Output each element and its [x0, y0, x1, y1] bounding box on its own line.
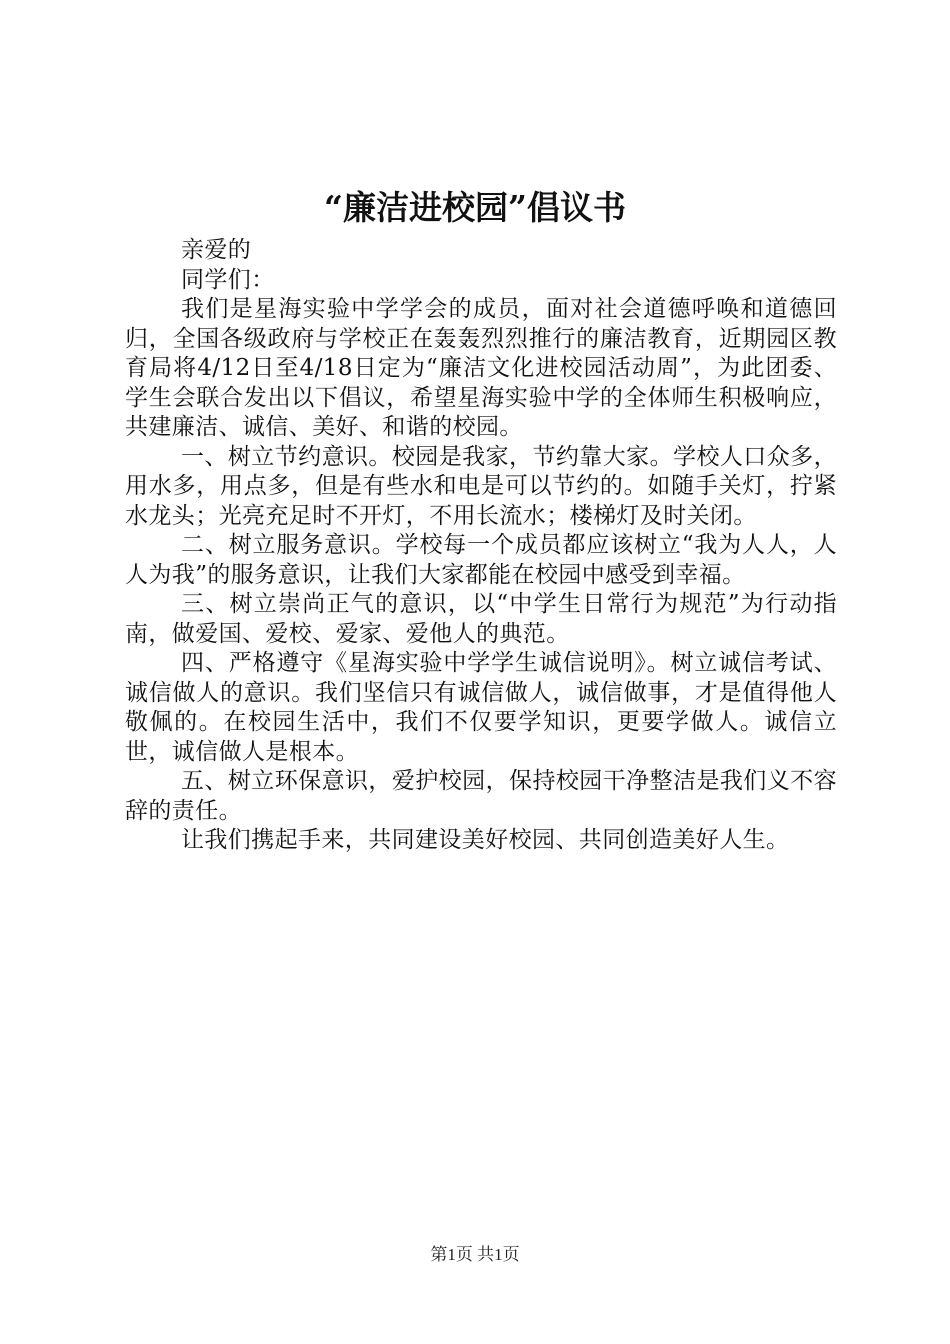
page-footer: 第1页 共1页 [430, 1245, 520, 1264]
paragraph-item-3: 三、树立崇尚正气的意识，以“中学生日常行为规范”为行动指南，做爱国、爱校、爱家、爱他人的典范。 [125, 591, 837, 647]
paragraph-intro: 我们是星海实验中学学会的成员，面对社会道德呼唤和道德回归，全国各级政府与学校正在轰轰烈烈推行的廉洁教育，近期园区教育局将4/12日至4/18日定为“廉洁文化进校园活动周”，为此团委、学生会联合发出以下倡议，希望星海实验中学的全体师生积极响应，共建廉洁、诚信、美好、和谐的校园。 [125, 296, 837, 440]
paragraph-item-1: 一、树立节约意识。校园是我家，节约靠大家。学校人口众多，用水多，用点多，但是有些水和电是可以节约的。如随手关灯，拧紧水龙头；光亮充足时不开灯，不用长流水；楼梯灯及时关闭。 [125, 443, 837, 529]
salutation-line-1: 亲爱的 [181, 237, 252, 263]
paragraph-item-4: 四、严格遵守《星海实验中学学生诚信说明》。树立诚信考试、诚信做人的意识。我们坚信只有诚信做人，诚信做事，才是值得他人敬佩的。在校园生活中，我们不仅要学知识，更要学做人。诚信立世，诚信做人是根本。 [125, 650, 837, 765]
paragraph-item-5: 五、树立环保意识，爱护校园，保持校园干净整洁是我们义不容辞的责任。 [125, 768, 837, 824]
document-body [125, 236, 837, 856]
paragraph-closing: 让我们携起手来，共同建设美好校园、共同创造美好人生。 [181, 827, 790, 853]
paragraph-item-2: 二、树立服务意识。学校每一个成员都应该树立“我为人人，人人为我”的服务意识，让我们大家都能在校园中感受到幸福。 [125, 532, 837, 588]
document-title: “廉洁进校园”倡议书 [324, 188, 626, 227]
salutation-line-2: 同学们： [181, 266, 275, 293]
